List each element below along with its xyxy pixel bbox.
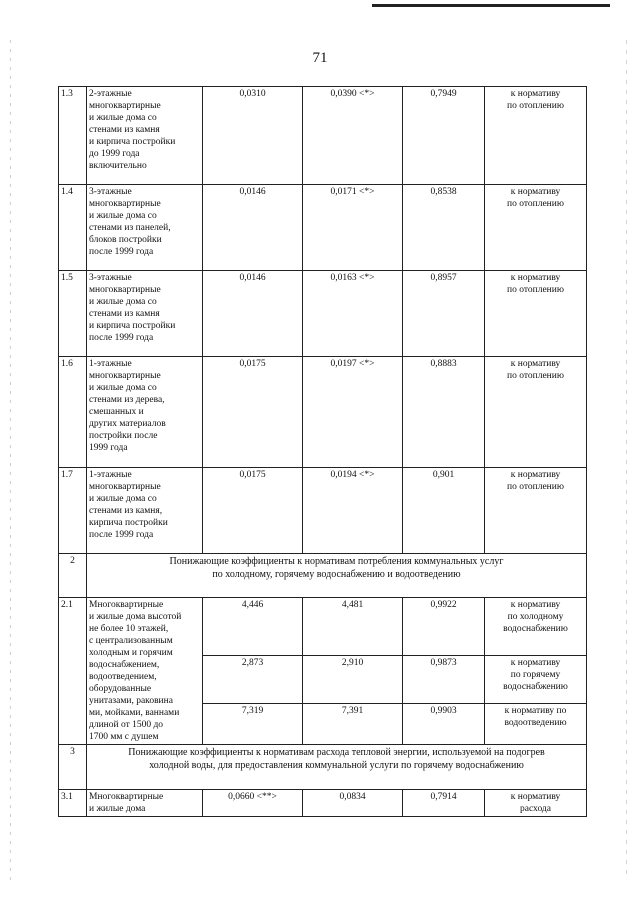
note-cell: к нормативу по отоплению <box>485 185 587 271</box>
section-number: 3 <box>59 745 87 790</box>
page-number: 71 <box>312 50 328 66</box>
row-number: 3.1 <box>59 790 87 817</box>
note-cell: к нормативу по водоотведению <box>485 704 587 745</box>
section-header-row <box>59 745 587 790</box>
value-cell: 0,0194 <*> <box>303 468 403 554</box>
value-cell: 0,0197 <*> <box>303 357 403 468</box>
value-cell: 0,0163 <*> <box>303 271 403 357</box>
row-number: 1.3 <box>59 87 87 185</box>
row-description: 1-этажные многоквартирные и жилые дома со стенами из дерева, смешанных и других материалов постройки после 1999 года <box>87 357 203 468</box>
coefficient-cell: 0,8957 <box>403 271 485 357</box>
value-cell: 0,0310 <box>203 87 303 185</box>
coefficients-table <box>58 86 587 817</box>
value-cell: 0,0171 <*> <box>303 185 403 271</box>
value-cell: 0,0146 <box>203 271 303 357</box>
table-row <box>59 87 587 185</box>
coefficient-cell: 0,8538 <box>403 185 485 271</box>
table-row <box>59 271 587 357</box>
coefficient-cell: 0,9922 <box>403 598 485 656</box>
value-cell: 0,0175 <box>203 357 303 468</box>
value-cell: 7,391 <box>303 704 403 745</box>
note-cell: к нормативу по горячему водоснабжению <box>485 655 587 704</box>
note-cell: к нормативу по отоплению <box>485 271 587 357</box>
value-cell: 2,910 <box>303 655 403 704</box>
coefficient-cell: 0,9873 <box>403 655 485 704</box>
row-number: 1.7 <box>59 468 87 554</box>
table-row <box>59 598 587 656</box>
row-number: 1.4 <box>59 185 87 271</box>
scan-edge-left <box>10 40 11 880</box>
section-title: Понижающие коэффициенты к нормативам потребления коммунальных услуг по холодному, горячему водоснабжению и водоотведению <box>87 554 587 598</box>
value-cell: 7,319 <box>203 704 303 745</box>
value-cell: 0,0660 <**> <box>203 790 303 817</box>
row-number: 1.5 <box>59 271 87 357</box>
row-description: Многоквартирные и жилые дома высотой не более 10 этажей, с централизованным холодным и горячим водоснабжением, водоотведением, оборудованные унитазами, раковина ми, мойками, ваннами длиной от 1500 до 1700 мм с душем <box>87 598 203 745</box>
note-cell: к нормативу по отоплению <box>485 87 587 185</box>
value-cell: 0,0175 <box>203 468 303 554</box>
table-row <box>59 357 587 468</box>
row-number: 1.6 <box>59 357 87 468</box>
note-cell: к нормативу по отоплению <box>485 468 587 554</box>
note-cell: к нормативу расхода <box>485 790 587 817</box>
value-cell: 0,0834 <box>303 790 403 817</box>
row-description: 2-этажные многоквартирные и жилые дома со стенами из камня и кирпича постройки до 1999 года включительно <box>87 87 203 185</box>
section-header-row <box>59 554 587 598</box>
row-number: 2.1 <box>59 598 87 745</box>
table-row <box>59 468 587 554</box>
table-row <box>59 790 587 817</box>
row-description: 1-этажные многоквартирные и жилые дома со стенами из камня, кирпича постройки после 1999 года <box>87 468 203 554</box>
coefficient-cell: 0,8883 <box>403 357 485 468</box>
table-row <box>59 185 587 271</box>
value-cell: 0,0146 <box>203 185 303 271</box>
note-cell: к нормативу по отоплению <box>485 357 587 468</box>
coefficient-cell: 0,7949 <box>403 87 485 185</box>
section-number: 2 <box>59 554 87 598</box>
scan-top-line <box>372 4 610 7</box>
row-description: 3-этажные многоквартирные и жилые дома со стенами из панелей, блоков постройки после 1999 года <box>87 185 203 271</box>
value-cell: 2,873 <box>203 655 303 704</box>
coefficient-cell: 0,901 <box>403 468 485 554</box>
value-cell: 4,481 <box>303 598 403 656</box>
row-description: Многоквартирные и жилые дома <box>87 790 203 817</box>
value-cell: 4,446 <box>203 598 303 656</box>
row-description: 3-этажные многоквартирные и жилые дома со стенами из камня и кирпича постройки после 1999 года <box>87 271 203 357</box>
scan-edge-right <box>626 40 627 880</box>
value-cell: 0,0390 <*> <box>303 87 403 185</box>
section-title: Понижающие коэффициенты к нормативам расхода тепловой энергии, используемой на подогрев холодной воды, для предоставления коммунальной услуги по горячему водоснабжению <box>87 745 587 790</box>
coefficient-cell: 0,7914 <box>403 790 485 817</box>
note-cell: к нормативу по холодному водоснабжению <box>485 598 587 656</box>
coefficient-cell: 0,9903 <box>403 704 485 745</box>
